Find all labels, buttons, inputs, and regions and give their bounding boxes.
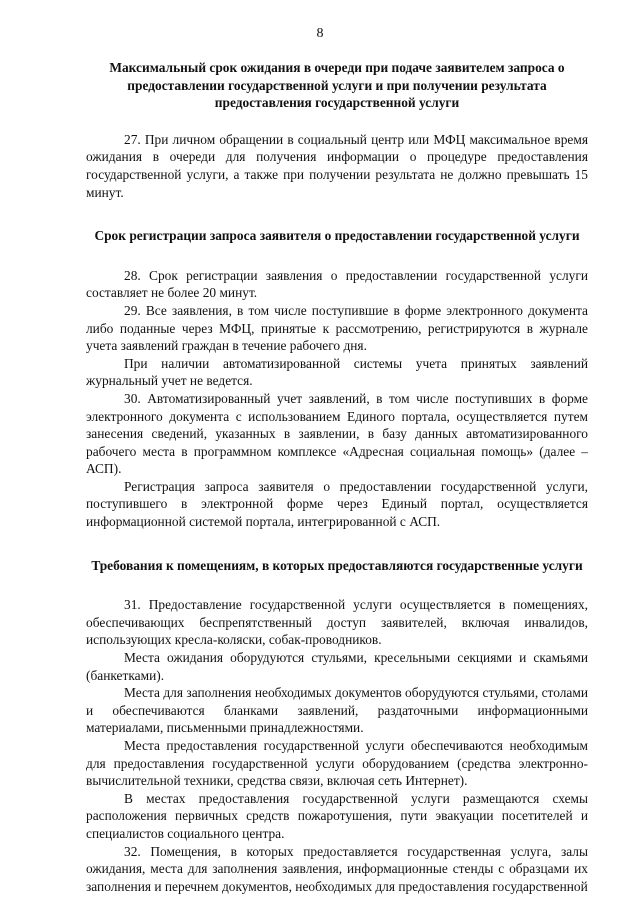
paragraph-waiting-places: Места ожидания оборудуются стульями, кресельными секциями и скамьями (банкетками). bbox=[86, 650, 588, 683]
document-body bbox=[86, 59, 588, 895]
paragraph-30: 30. Автоматизированный учет заявлений, в том числе поступивших в форме электронного документа с использованием Единого портала, осуществляется путем занесения сведений, указанных в заявлении, в базу данных автоматизированного рабочего места в программном комплексе «Адресная социальная помощь» (далее – АСП). bbox=[86, 390, 588, 477]
section-registration-term bbox=[86, 227, 588, 531]
paragraph-31: 31. Предоставление государственной услуги осуществляется в помещениях, обеспечивающих беспрепятственный доступ заявителей, включая инвалидов, использующих кресла-коляски, собак-проводников. bbox=[86, 597, 588, 648]
section-heading: Срок регистрации запроса заявителя о предоставлении государственной услуги bbox=[94, 228, 580, 244]
paragraph-fire-safety: В местах предоставления государственной услуги размещаются схемы расположения первичных средств пожаротушения, пути эвакуации посетителей и специалистов социального центра. bbox=[86, 790, 588, 841]
paragraph-30-registration: Регистрация запроса заявителя о предоставлении государственной услуги, поступившего в электронной форме через Единый портал, осуществляется информационной системой портала, интегрированной с АСП. bbox=[86, 478, 588, 530]
section-premises-requirements bbox=[86, 557, 588, 896]
section-heading: Требования к помещениям, в которых предоставляются государственные услуги bbox=[91, 557, 583, 573]
section-heading: Максимальный срок ожидания в очереди при подаче заявителем запроса о предоставлении государственной услуги и при получении результата предоставления государственной услуги bbox=[109, 60, 565, 111]
paragraph-filling-places: Места для заполнения необходимых документов оборудуются стульями, столами и обеспечиваются бланками заявлений, раздаточными информационными материалами, письменными принадлежностями. bbox=[86, 685, 588, 736]
paragraph-29: 29. Все заявления, в том числе поступившие в форме электронного документа либо поданные через МФЦ, принятые к рассмотрению, регистрируются в журнале учета заявлений граждан в течение рабочего дня. bbox=[86, 302, 588, 354]
paragraph-28: 28. Срок регистрации заявления о предоставлении государственной услуги составляет не более 20 минут. bbox=[86, 267, 588, 301]
section-waiting-time bbox=[86, 59, 588, 201]
paragraph-29-note: При наличии автоматизированной системы учета принятых заявлений журнальный учет не ведется. bbox=[86, 355, 588, 389]
paragraph-32: 32. Помещения, в которых предоставляется государственная услуга, залы ожидания, места для заполнения заявления, информационные стенды с образцами их заполнения и перечнем документов, необходимых для предоставления государственной bbox=[86, 843, 588, 894]
paragraph-27: 27. При личном обращении в социальный центр или МФЦ максимальное время ожидания в очереди для получения информации о процедуре предоставления государственной услуги, а также при получении результата не должно превышать 15 минут. bbox=[86, 131, 588, 200]
paragraph-service-places: Места предоставления государственной услуги обеспечиваются необходимым для предоставления государственной услуги оборудованием (средства электронно-вычислительной техники, средства связи, включая сеть Интернет). bbox=[86, 738, 588, 789]
page-number: 8 bbox=[316, 26, 324, 41]
